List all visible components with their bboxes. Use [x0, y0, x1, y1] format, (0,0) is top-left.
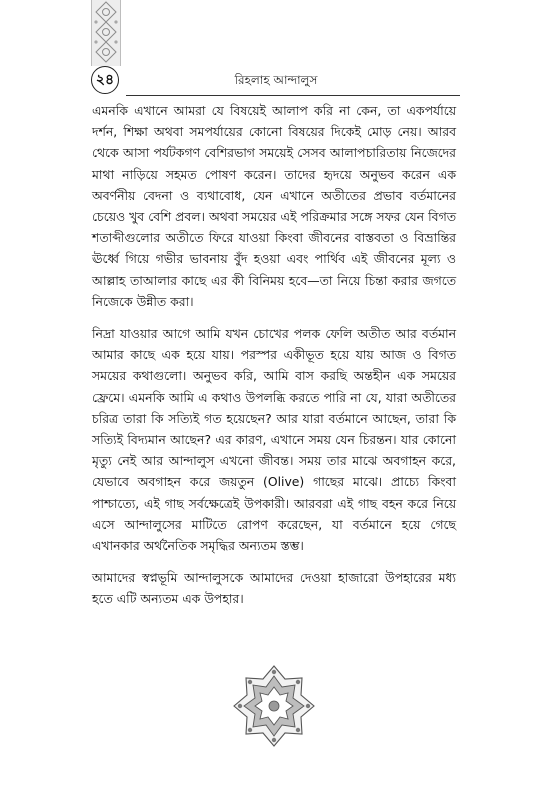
header-rule — [126, 95, 460, 96]
paragraph-3: আমাদের স্বপ্নভূমি আন্দালুসকে আমাদের দেওয়া হাজারো উপহারের মধ্য হতে এটি অন্যতম এক উপহার। — [92, 570, 456, 607]
arabesque-strip-icon — [91, 0, 121, 66]
geometric-rosette-icon — [232, 664, 316, 748]
body-text — [92, 100, 456, 610]
page-number: ২৪ — [91, 66, 119, 94]
paragraph-1: এমনকি এখানে আমরা যে বিষয়েই আলাপ করি না কেন, তা একপর্যায়ে দর্শন, শিক্ষা অথবা সমপর্যায়ের কোনো বিষয়ের দিকেই মোড় নেয়। আরব থেকে আসা পর্যটকগণ বেশিরভাগ সময়েই সেসব আলাপচারিতায় নিজেদের মাথা নাড়িয়ে সহমত পোষণ করেন। তাদের হৃদয়ে অনুভব করেন এক অবর্ণনীয় বেদনা ও ব্যথাবোধ, যেন এখানে অতীতের প্রভাব বর্তমানের চেয়েও খুব বেশি প্রবল। অথবা সময়ের এই পরিক্রমার সঙ্গে সফর যেন বিগত শতাব্দীগুলোর অতীতে ফিরে যাওয়া কিংবা জীবনের বাস্তবতা ও বিভ্রান্তির ঊর্ধ্বে গিয়ে গভীর ভাবনায় বুঁদ হওয়া এবং পার্থিব এই জীবনের মূল্য ও আল্লাহ তাআলার কাছে এর কী বিনিময় হবে—তা নিয়ে চিন্তা করার জগতে নিজেকে উন্নীত করা। — [92, 103, 456, 309]
running-header: রিহলাহ আন্দালুস — [234, 73, 318, 87]
paragraph-2: নিদ্রা যাওয়ার আগে আমি যখন চোখের পলক ফেলি অতীত আর বর্তমান আমার কাছে এক হয়ে যায়। পরস্পর একীভূত হয়ে যায় আজ ও বিগত সময়ের কথাগুলো। অনুভব করি, আমি বাস করছি অন্তহীন এক সময়ের ফ্রেমে। এমনকি আমি এ কথাও উপলব্ধি করতে পারি না যে, যারা অতীতের চরিত্র তারা কি সত্যিই গত হয়েছেন? আর যারা বর্তমানে আছেন, তারা কি সত্যিই বিদ্যমান আছেন? এর কারণ, এখানে সময় যেন চিরন্তন। যার কোনো মৃত্যু নেই আর আন্দালুস এখনো জীবন্ত। সময় তার মাঝে অবগাহন করে, যেভাবে অবগাহন করে জয়তুন (Olive) গাছের মাঝে। প্রাচ্যে কিংবা পাশ্চাত্যে, এই গাছ সর্বক্ষেত্রেই উপকারী। আরবরা এই গাছ বহন করে নিয়ে এসে আন্দালুসের মাটিতে রোপণ করেছেন, যা বর্তমানে হয়ে গেছে এখানকার অর্থনৈতিক সমৃদ্ধির অন্যতম স্তম্ভ। — [92, 326, 456, 554]
